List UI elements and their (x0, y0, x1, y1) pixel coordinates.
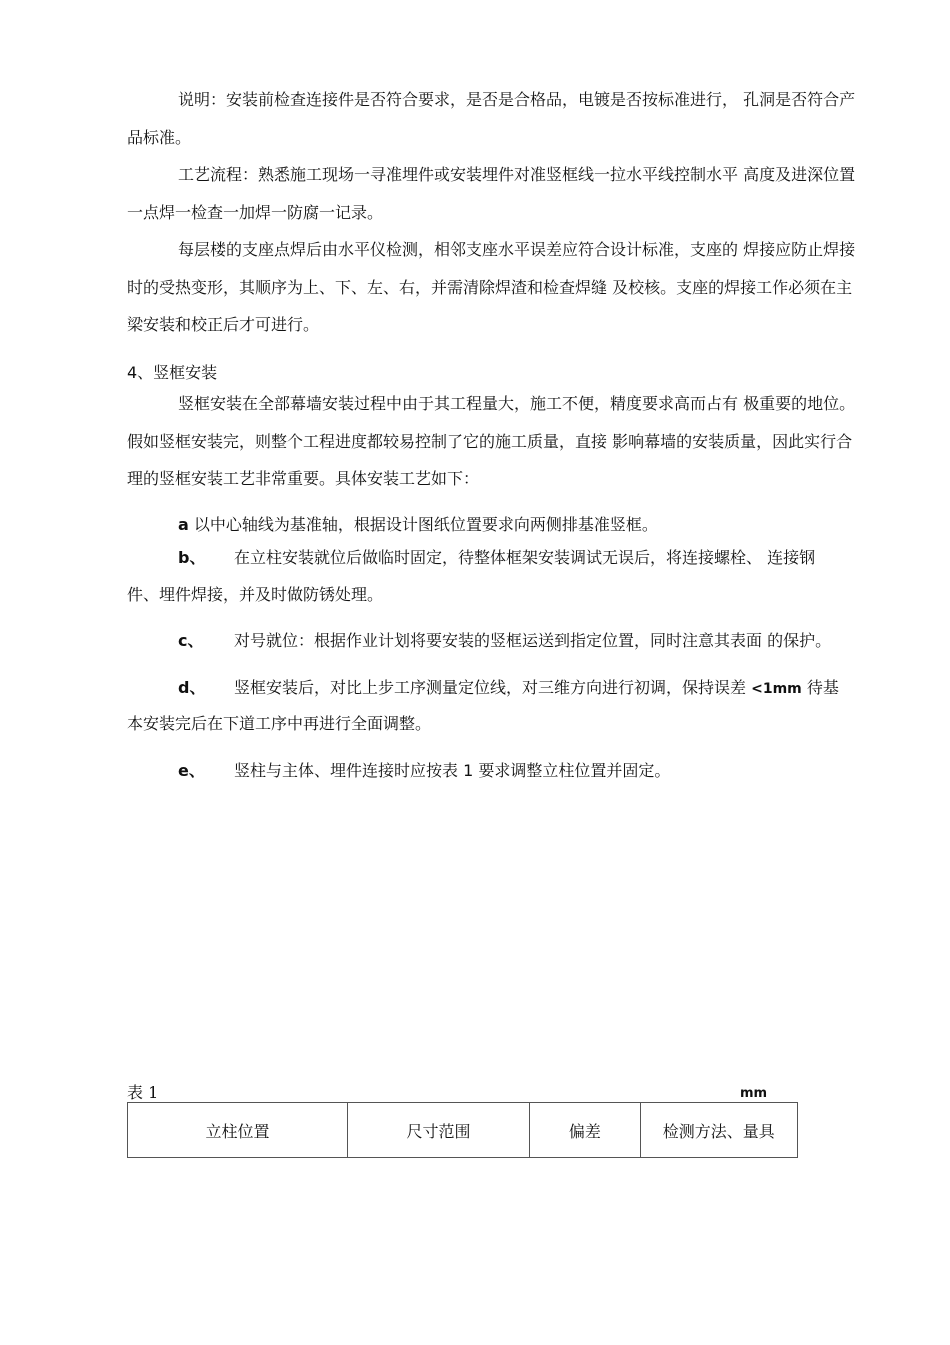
welding-paragraph: 每层楼的支座点焊后由水平仪检测，相邻支座水平误差应符合设计标准，支座的 焊接应防止焊接时的受热变形，其顺序为上、下、左、右，并需清除焊渣和检查焊缝 及校核。支座的焊接工作必须在主梁安装和校正后才可进行。 (127, 240, 856, 334)
step-a (178, 514, 658, 536)
step-d-line1-text: 竖框安装后，对比上步工序测量定位线，对三维方向进行初调，保持误差 (234, 678, 752, 697)
table-header-cell: 检测方法、量具 (640, 1103, 797, 1158)
process-paragraph: 工艺流程：熟悉施工现场一寻准埋件或安装埋件对准竖框线一拉水平线控制水平 高度及进深位置一点焊一检查一加焊一防腐一记录。 (127, 165, 856, 222)
step-a-mark: a (178, 515, 189, 534)
step-c-text: 对号就位：根据作业计划将要安装的竖框运送到指定位置，同时注意其表面 的保护。 (234, 631, 832, 650)
note-paragraph: 说明：安装前检查连接件是否符合要求，是否是合格品，电镀是否按标准进行， 孔洞是否符合产品标准。 (127, 90, 856, 147)
table-unit: mm (740, 1086, 768, 1101)
step-d-line2: 本安装完后在下道工序中再进行全面调整。 (127, 714, 432, 733)
section-heading: 4、竖框安装 (127, 363, 218, 382)
table-caption: 表 1 (127, 1083, 159, 1102)
step-d-mark: d、 (178, 678, 206, 697)
step-b-line1: 在立柱安装就位后做临时固定，待整体框架安装调试无误后，将连接螺栓、 连接钢 (234, 548, 816, 567)
step-e-mark: e、 (178, 761, 205, 780)
table-header-cell: 尺寸范围 (347, 1103, 529, 1158)
step-b-mark: b、 (178, 548, 206, 567)
step-d-line1 (234, 677, 839, 700)
step-e-text: 竖柱与主体、埋件连接时应按表 1 要求调整立柱位置并固定。 (234, 761, 671, 780)
column-position-table (127, 1102, 798, 1158)
step-a-text: 以中心轴线为基准轴，根据设计图纸位置要求向两侧排基准竖框。 (193, 515, 658, 534)
table-header-cell: 偏差 (530, 1103, 641, 1158)
step-d-tolerance: <1mm (751, 681, 802, 697)
step-b-line2: 件、埋件焊接，并及时做防锈处理。 (127, 585, 384, 604)
table-header-cell: 立柱位置 (128, 1103, 348, 1158)
table-header-row (128, 1103, 798, 1158)
step-c-mark: c、 (178, 631, 204, 650)
section-intro-paragraph: 竖框安装在全部幕墙安装过程中由于其工程量大，施工不便，精度要求高而占有 极重要的地位。假如竖框安装完，则整个工程进度都较易控制了它的施工质量，直接 影响幕墙的安装质量，因此实行合理的竖框安装工艺非常重要。具体安装工艺如下： (127, 394, 856, 488)
step-d-line1-tail: 待基 (801, 678, 839, 697)
